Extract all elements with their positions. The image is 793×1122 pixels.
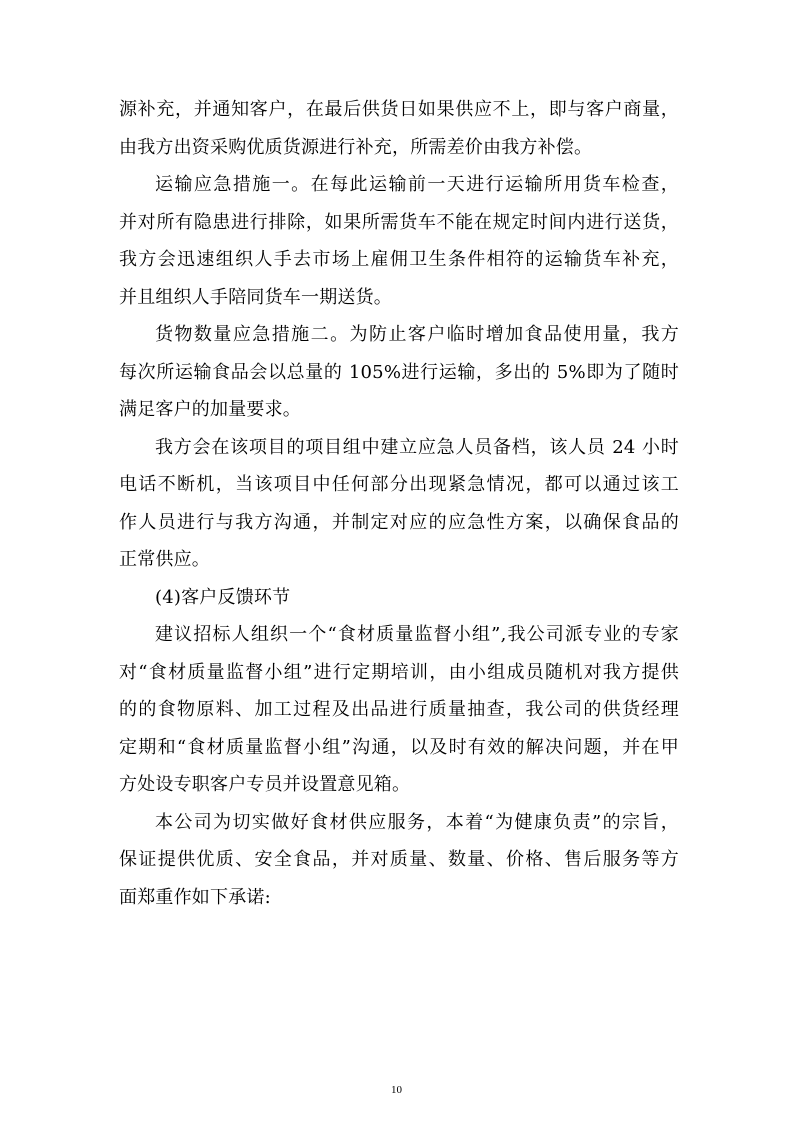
text-line: 定期和“食材质量监督小组”沟通，以及时有效的解决问题，并在甲 [119,736,679,758]
text-line: 货物数量应急措施二。为防止客户临时增加食品使用量，我方 [155,324,679,345]
text-line: 对“食材质量监督小组”进行定期培训，由小组成员随机对我方提供 [119,661,679,683]
text-line: 满足客户的加量要求。 [119,399,301,420]
text-line: 并对所有隐患进行排除，如果所需货车不能在规定时间内进行送货， [119,211,679,233]
page-number: 10 [391,1084,402,1096]
section-heading: (4)客户反馈环节 [155,586,291,608]
text-line: 我方会在该项目的项目组中建立应急人员备档，该人员 24 小时 [155,436,679,458]
text-line: 的的食物原料、加工过程及出品进行质量抽查，我公司的供货经理 [119,699,679,720]
text-line: 运输应急措施一。在每此运输前一天进行运输所用货车检查， [155,174,679,195]
text-line: 源补充，并通知客户，在最后供货日如果供应不上，即与客户商量， [119,99,679,120]
text-line: 并且组织人手陪同货车一期送货。 [119,286,392,308]
text-line: 方处设专职客户专员并设置意见箱。 [119,774,411,795]
document-body [119,91,679,916]
text-line: 保证提供优质、安全食品，并对质量、数量、价格、售后服务等方 [119,849,679,870]
text-line: 作人员进行与我方沟通，并制定对应的应急性方案，以确保食品的 [119,511,679,533]
text-line: 电话不断机，当该项目中任何部分出现紧急情况，都可以通过该工 [119,474,679,495]
text-line: 我方会迅速组织人手去市场上雇佣卫生条件相符的运输货车补充， [119,249,679,270]
text-line: 正常供应。 [119,549,210,570]
text-line: 每次所运输食品会以总量的 105%进行运输，多出的 5%即为了随时 [119,361,679,383]
text-line: 面郑重作如下承诺: [119,886,271,908]
text-line: 本公司为切实做好食材供应服务，本着“为健康负责”的宗旨， [155,811,679,833]
text-line: 建议招标人组织一个“食材质量监督小组”,我公司派专业的专家 [155,624,679,645]
text-line: 由我方出资采购优质货源进行补充，所需差价由我方补偿。 [119,136,593,158]
